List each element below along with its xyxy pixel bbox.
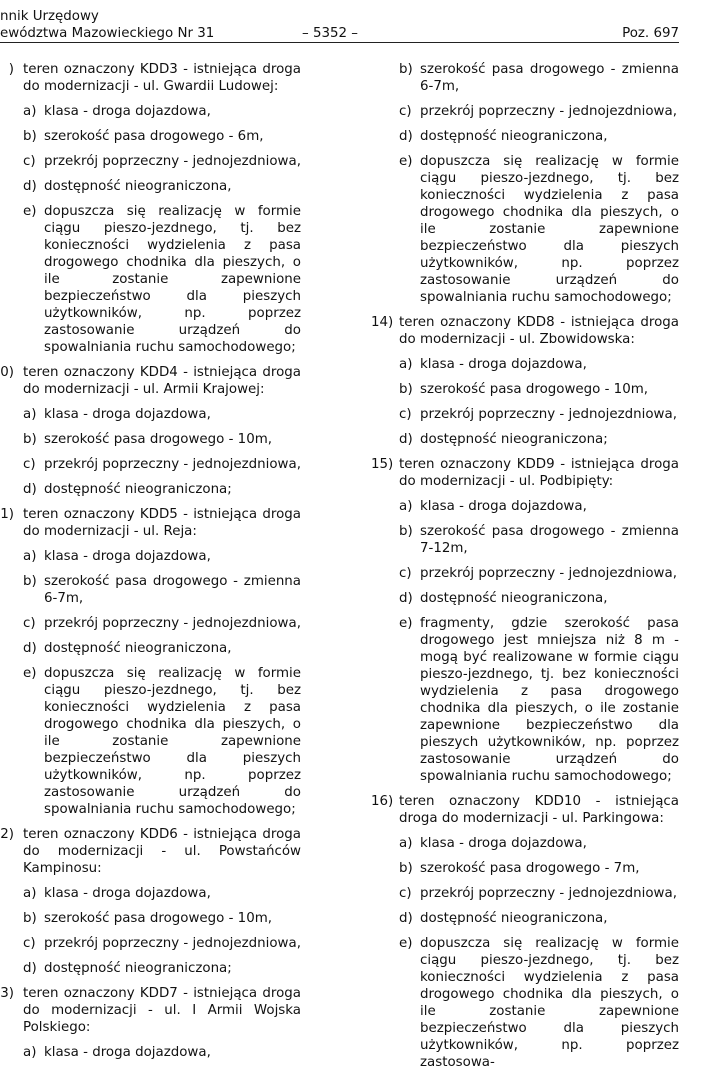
sub-item-text: dopuszcza się realizację w formie ciągu pieszo-jezdnego, tj. bez konieczności wydzielenia z pasa drogowego chodnika dla pieszych, o ile zostanie zapewnione bezpieczeństwo dla pieszych użytkowników, np. poprzez zastosowa- [420,936,679,1070]
sub-item-letter: a) [23,886,37,901]
sub-item [399,153,679,306]
sub-item-text: dostępność nieograniczona, [420,591,608,606]
journal-title: nnik Urzędowy [0,9,99,24]
sub-item-letter: d) [399,432,413,447]
item-number: ) [8,62,14,77]
sub-item-text: dostępność nieograniczona; [44,482,232,497]
sub-item [23,203,301,356]
sub-item-text: przekrój poprzeczny - jednojezdniowa, [420,407,677,422]
sub-item-letter: a) [23,549,37,564]
sub-item-text: szerokość pasa drogowego - 10m, [44,432,273,447]
sub-item-letter: c) [23,154,36,169]
sub-item [23,910,301,927]
sub-item-text: dopuszcza się realizację w formie ciągu pieszo-jezdnego, tj. bez konieczności wydzielenia z pasa drogowego chodnika dla pieszych, o ile zostanie zapewnione bezpieczeństwo dla pieszych użytkowników, np. poprzez zastosowanie urządzeń do spowalniania ruchu samochodowego; [44,204,301,355]
sub-item [399,128,679,145]
sub-item-text: przekrój poprzeczny - jednojezdniowa, [44,154,301,169]
sub-item-text: przekrój poprzeczny - jednojezdniowa, [420,566,677,581]
sub-item-letter: c) [399,886,412,901]
sub-item-letter: c) [399,407,412,422]
sub-item-text: dostępność nieograniczona, [44,641,232,656]
journal-subtitle: ewództwa Mazowieckiego Nr 31 [0,26,215,41]
item-text: teren oznaczony KDD7 - istniejąca droga do modernizacji - ul. I Armii Wojska Polskiego: [23,986,301,1035]
sub-item-text: szerokość pasa drogowego - 10m, [420,382,649,397]
sub-item [399,860,679,877]
sub-item [399,835,679,852]
sub-item [23,153,301,170]
list-item [371,314,679,448]
sub-item-text: szerokość pasa drogowego - 6m, [44,129,264,144]
item-number: 3) [0,986,14,1001]
list-item [0,506,301,818]
sub-item-letter: c) [399,104,412,119]
sub-item [399,885,679,902]
sub-item-letter: a) [399,357,413,372]
sub-item-text: dostępność nieograniczona; [420,432,608,447]
sub-item [399,381,679,398]
right-column [371,61,679,1071]
sub-item-text: szerokość pasa drogowego - zmienna 7-12m, [420,524,679,556]
sub-item [399,935,679,1071]
sub-item-letter: b) [399,524,413,539]
sub-item-text: przekrój poprzeczny - jednojezdniowa, [420,886,677,901]
item-number: 0) [0,365,14,380]
sub-item-text: przekrój poprzeczny - jednojezdniowa, [44,457,301,472]
item-text: teren oznaczony KDD6 - istniejąca droga do modernizacji - ul. Powstańców Kampinosu: [23,827,301,876]
sub-item [23,456,301,473]
sub-item-letter: e) [399,154,413,169]
sub-item [23,615,301,632]
sub-item-letter: c) [23,457,36,472]
position-number: Poz. 697 [622,26,679,41]
list-item [0,826,301,977]
item-number: 2) [0,827,14,842]
sub-item-letter: b) [399,62,413,77]
item-text: teren oznaczony KDD3 - istniejąca droga do modernizacji - ul. Gwardii Ludowej: [23,62,301,94]
sub-item [399,498,679,515]
sub-item-letter: e) [399,936,413,951]
sub-item [23,481,301,498]
sub-item-text: dostępność nieograniczona, [420,911,608,926]
sub-item-letter: d) [23,641,37,656]
sub-item [399,615,679,785]
sub-item [23,178,301,195]
sub-item-letter: b) [23,432,37,447]
sub-item-text: przekrój poprzeczny - jednojezdniowa, [420,104,677,119]
sub-item-letter: b) [23,129,37,144]
sub-item-text: klasa - droga dojazdowa, [44,1045,211,1060]
sub-item [23,548,301,565]
sub-item-letter: d) [23,961,37,976]
sub-item-letter: b) [399,861,413,876]
sub-item [23,573,301,607]
sub-item [23,665,301,818]
sub-item-text: dostępność nieograniczona, [420,129,608,144]
left-column [0,61,301,1061]
sub-item [399,356,679,373]
sub-item-text: klasa - droga dojazdowa, [420,499,587,514]
sub-item-text: szerokość pasa drogowego - 10m, [44,911,273,926]
sub-item-letter: a) [23,407,37,422]
sub-item [23,960,301,977]
sub-item-letter: d) [399,129,413,144]
sub-item-text: dopuszcza się realizację w formie ciągu pieszo-jezdnego, tj. bez konieczności wydzielenia z pasa drogowego chodnika dla pieszych, o ile zostanie zapewnione bezpieczeństwo dla pieszych użytkowników, np. poprzez zastosowanie urządzeń do spowalniania ruchu samochodowego; [44,666,301,817]
sub-item [399,103,679,120]
sub-item [23,1044,301,1061]
sub-item-text: szerokość pasa drogowego - zmienna 6-7m, [420,62,679,94]
sub-item-letter: a) [399,836,413,851]
sub-item-letter: a) [23,104,37,119]
sub-item-text: przekrój poprzeczny - jednojezdniowa, [44,936,301,951]
sub-item [399,406,679,423]
item-number: 1) [0,507,14,522]
list-item [0,61,301,356]
sub-item-letter: c) [399,566,412,581]
sub-item-text: klasa - droga dojazdowa, [420,357,587,372]
sub-item [399,523,679,557]
sub-item [399,590,679,607]
sub-item-letter: e) [23,666,37,681]
item-text: teren oznaczony KDD4 - istniejąca droga do modernizacji - ul. Armii Krajowej: [23,365,301,397]
sub-item [23,128,301,145]
item-text: teren oznaczony KDD8 - istniejąca droga do modernizacji - ul. Zbowidowska: [399,315,679,347]
list-item [0,985,301,1061]
sub-item [399,61,679,95]
sub-item-text: dopuszcza się realizację w formie ciągu pieszo-jezdnego, tj. bez konieczności wydzielenia z pasa drogowego chodnika dla pieszych, o ile zostanie zapewnione bezpieczeństwo dla pieszych użytkowników, np. poprzez zastosowanie urządzeń do spowalniania ruchu samochodowego; [420,154,679,305]
item-number: 15) [371,457,394,472]
sub-item-letter: c) [23,936,36,951]
sub-item [399,565,679,582]
sub-item [23,103,301,120]
item-number: 14) [371,315,394,330]
sub-item-letter: a) [399,499,413,514]
sub-item-letter: d) [23,482,37,497]
sub-item [23,431,301,448]
sub-item-letter: d) [23,179,37,194]
sub-item [23,885,301,902]
sub-item-text: klasa - droga dojazdowa, [44,104,211,119]
list-item [371,793,679,1071]
sub-item [23,640,301,657]
sub-item-text: fragmenty, gdzie szerokość pasa drogowego jest mniejsza niż 8 m - mogą być realizowane w formie ciągu pieszo-jezdnego, tj. bez konieczności wydzielenia z pasa drogowego chodnika dla pieszych, o ile zostanie zapewnione bezpieczeństwo dla pieszych użytkowników, np. poprzez zastosowanie urządzeń do spowalniania ruchu samochodowego; [420,616,679,784]
list-item [0,364,301,498]
sub-item-letter: b) [23,911,37,926]
sub-item-text: dostępność nieograniczona; [44,961,232,976]
list-item [371,61,679,306]
sub-item-letter: d) [399,911,413,926]
item-text: teren oznaczony KDD10 - istniejąca droga do modernizacji - ul. Parkingowa: [399,794,679,826]
sub-item-text: klasa - droga dojazdowa, [44,407,211,422]
item-number: 16) [371,794,394,809]
sub-item-letter: c) [23,616,36,631]
sub-item-text: dostępność nieograniczona, [44,179,232,194]
sub-item-text: szerokość pasa drogowego - zmienna 6-7m, [44,574,301,606]
sub-item-text: klasa - droga dojazdowa, [44,886,211,901]
sub-item-letter: d) [399,591,413,606]
sub-item-letter: b) [23,574,37,589]
page-number: – 5352 – [302,26,358,41]
sub-item-text: klasa - droga dojazdowa, [44,549,211,564]
sub-item-letter: e) [23,204,37,219]
sub-item [23,406,301,423]
item-text: teren oznaczony KDD5 - istniejąca droga do modernizacji - ul. Reja: [23,507,301,539]
sub-item-letter: e) [399,616,413,631]
sub-item-letter: a) [23,1045,37,1060]
sub-item [399,910,679,927]
sub-item-text: szerokość pasa drogowego - 7m, [420,861,640,876]
sub-item-letter: b) [399,382,413,397]
list-item [371,456,679,785]
sub-item-text: klasa - droga dojazdowa, [420,836,587,851]
sub-item-text: przekrój poprzeczny - jednojezdniowa, [44,616,301,631]
sub-item [399,431,679,448]
header-rule [0,42,679,43]
sub-item [23,935,301,952]
item-text: teren oznaczony KDD9 - istniejąca droga do modernizacji - ul. Podbipięty: [399,457,679,489]
